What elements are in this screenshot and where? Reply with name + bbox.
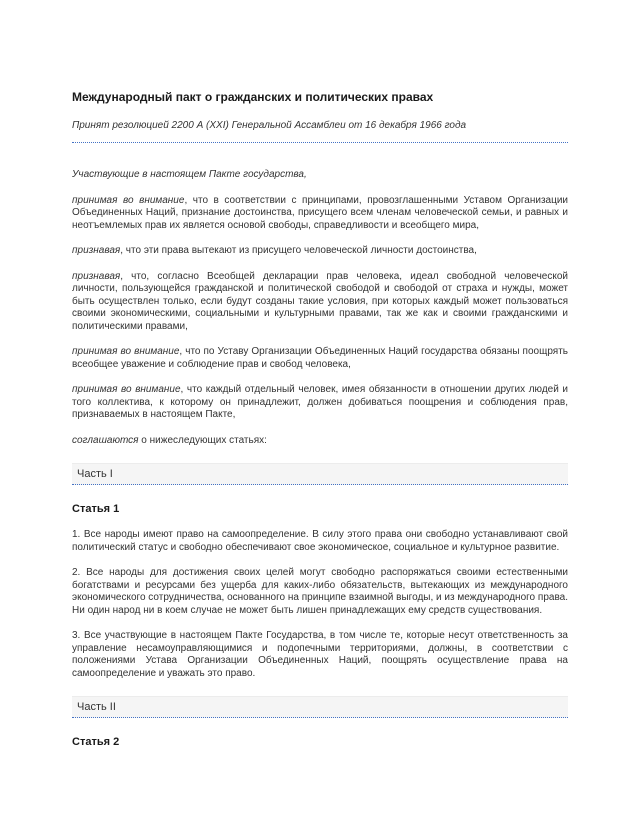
document-title: Международный пакт о гражданских и политических правах	[72, 90, 434, 104]
paragraph-text: о нижеследующих статьях:	[138, 434, 267, 446]
preamble-paragraph	[72, 271, 568, 334]
article-heading: Статья 2	[72, 736, 120, 748]
paragraph-lead-italic: принимая во внимание	[72, 346, 180, 357]
paragraph-text: , что каждый отдельный человек, имея обязанности в отношении других людей и того коллектива, к которому он принадлежит, должен добиваться поощрения и соблюдения прав, признаваемых в настоящем Пакте,	[72, 384, 568, 420]
article-heading: Статья 1	[72, 503, 120, 515]
paragraph-text: , что по Уставу Организации Объединенных Наций государства обязаны поощрять всеобщее уважение и соблюдение прав и свобод человека,	[72, 346, 568, 370]
preamble-paragraph	[72, 346, 568, 371]
article-paragraph: 3. Все участвующие в настоящем Пакте Государства, в том числе те, которые несут ответственность за управление несамоуправляющимися и подопечными территориями, должны, в соответствии с положениями Устава Организации Объединенных Наций, поощрять осуществление права на самоопределение и уважать это право.	[72, 630, 568, 679]
part-heading: Часть I	[72, 463, 568, 485]
preamble-paragraph	[72, 435, 568, 448]
paragraph-lead-italic: принимая во внимание	[72, 384, 181, 395]
preamble-paragraph	[72, 195, 568, 233]
separator-line	[72, 142, 568, 143]
article-paragraph: 2. Все народы для достижения своих целей могут свободно распоряжаться своими естественными богатствами и ресурсами без ущерба для каких-либо обязательств, вытекающих из международного экономического сотрудничества, основанного на принципе взаимной выгоды, и из международного права. Ни один народ ни в коем случае не может быть лишен принадлежащих ему средств существования.	[72, 567, 568, 616]
paragraph-lead-italic: принимая во внимание	[72, 194, 185, 206]
paragraph-lead-italic: Участвующие в настоящем Пакте государства,	[72, 169, 307, 180]
preamble-paragraph	[72, 169, 568, 182]
paragraph-text: , что в соответствии с принципами, провозглашенными Уставом Организации Объединенных Наций, признание достоинства, присущего всем членам человеческой семьи, и равных и неотъемлемых прав их является основой свободы, справедливости и всеобщего мира,	[72, 194, 568, 231]
paragraph-lead-italic: соглашаются	[72, 434, 139, 446]
paragraph-text: , что эти права вытекают из присущего человеческой личности достоинства,	[120, 245, 477, 256]
paragraph-lead-italic: признавая	[72, 245, 121, 256]
preamble-paragraph	[72, 245, 568, 258]
paragraph-text: , что, согласно Всеобщей декларации прав человека, идеал свободной человеческой личности, пользующейся гражданской и политической свободой и свободой от страха и нужды, может быть осуществлен только, если будут созданы такие условия, при которых каждый может пользоваться своими экономическими, социальными и культурными правами, так же как и своими гражданскими и политическими правами,	[72, 270, 568, 332]
paragraph-lead-italic: признавая	[72, 270, 121, 282]
part-heading: Часть II	[72, 696, 568, 718]
document-subtitle: Принят резолюцией 2200 А (XXI) Генеральной Ассамблеи от 16 декабря 1966 года	[72, 120, 467, 131]
preamble-paragraph	[72, 384, 568, 422]
article-paragraph: 1. Все народы имеют право на самоопределение. В силу этого права они свободно устанавливают свой политический статус и свободно обеспечивают свое экономическое, социальное и культурное развитие.	[72, 529, 568, 553]
